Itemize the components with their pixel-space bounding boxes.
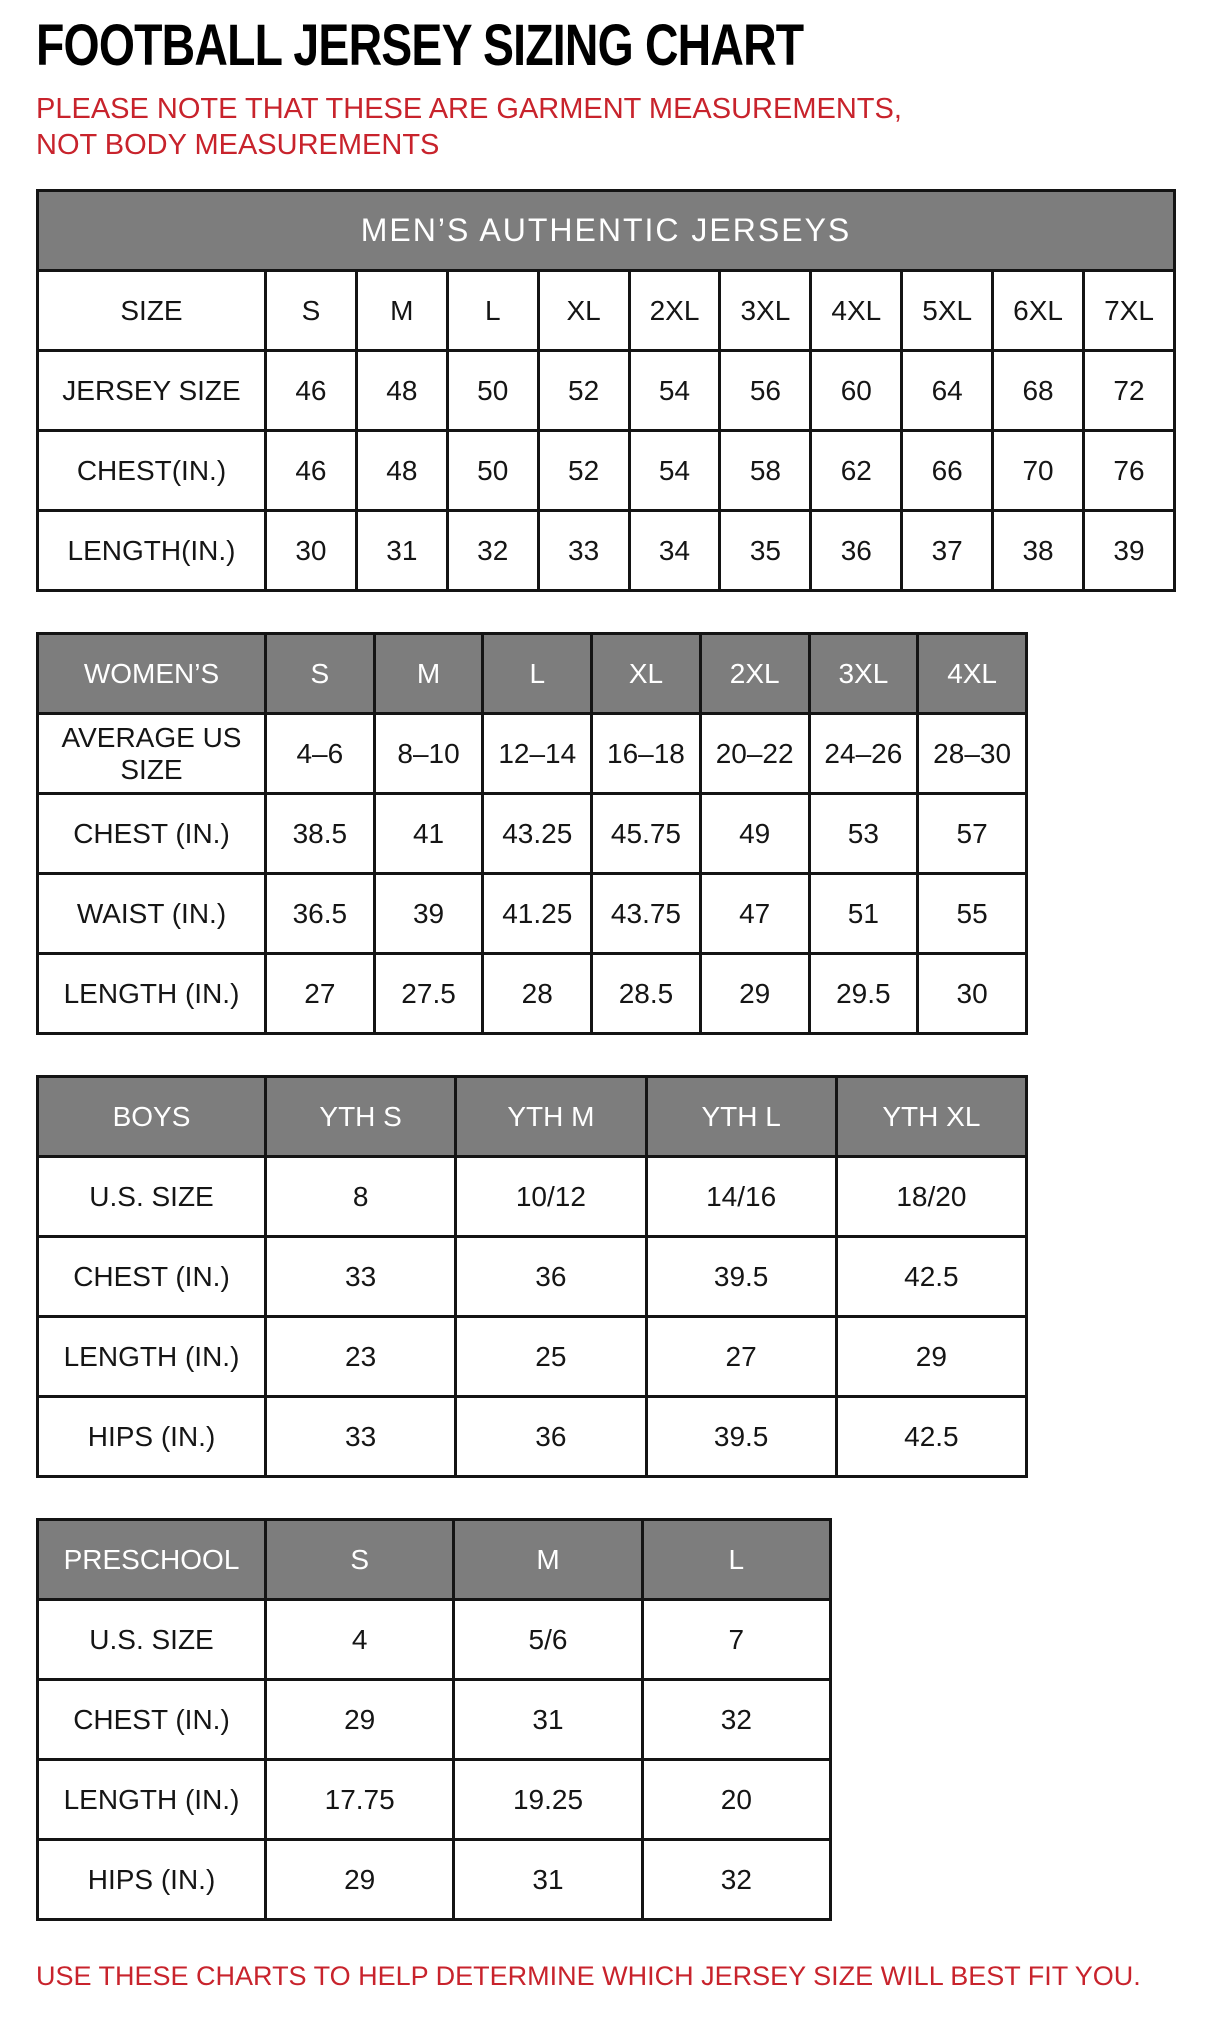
value-cell: 41: [374, 794, 483, 874]
size-column-header: 5XL: [902, 271, 993, 351]
value-cell: 16–18: [592, 714, 701, 794]
value-cell: 34: [629, 511, 720, 591]
value-cell: 76: [1084, 431, 1175, 511]
size-column-header: L: [642, 1520, 830, 1600]
size-column-header: 4XL: [811, 271, 902, 351]
value-cell: 50: [447, 431, 538, 511]
value-cell: 48: [356, 351, 447, 431]
value-cell: 55: [918, 874, 1027, 954]
value-cell: 31: [356, 511, 447, 591]
value-cell: 48: [356, 431, 447, 511]
value-cell: 33: [266, 1237, 456, 1317]
value-cell: 36: [456, 1397, 646, 1477]
value-cell: 14/16: [646, 1157, 836, 1237]
table-row: [38, 1397, 1027, 1477]
table-row: [38, 714, 1027, 794]
preschool-sizing-table: [36, 1518, 832, 1921]
value-cell: 53: [809, 794, 918, 874]
size-column-header: 7XL: [1084, 271, 1175, 351]
size-column-header: XL: [538, 271, 629, 351]
value-cell: 33: [266, 1397, 456, 1477]
value-cell: 39.5: [646, 1397, 836, 1477]
value-cell: 29: [266, 1680, 454, 1760]
row-label: CHEST (IN.): [38, 1237, 266, 1317]
table-row: [38, 431, 1175, 511]
value-cell: 52: [538, 431, 629, 511]
size-column-header: S: [266, 1520, 454, 1600]
value-cell: 10/12: [456, 1157, 646, 1237]
value-cell: 18/20: [836, 1157, 1026, 1237]
size-column-header: L: [483, 634, 592, 714]
size-header-row: [38, 1520, 831, 1600]
size-column-header: YTH S: [266, 1077, 456, 1157]
row-label: WAIST (IN.): [38, 874, 266, 954]
size-column-header: YTH L: [646, 1077, 836, 1157]
value-cell: 68: [993, 351, 1084, 431]
value-cell: 33: [538, 511, 629, 591]
value-cell: 29: [836, 1317, 1026, 1397]
value-cell: 42.5: [836, 1397, 1026, 1477]
value-cell: 24–26: [809, 714, 918, 794]
row-label: CHEST (IN.): [38, 794, 266, 874]
size-column-header: S: [266, 271, 357, 351]
size-column-header: 2XL: [629, 271, 720, 351]
table-row: [38, 794, 1027, 874]
header-label: PRESCHOOL: [38, 1520, 266, 1600]
row-label: HIPS (IN.): [38, 1840, 266, 1920]
value-cell: 19.25: [454, 1760, 642, 1840]
value-cell: 32: [642, 1840, 830, 1920]
value-cell: 51: [809, 874, 918, 954]
page-title: [36, 13, 1190, 78]
value-cell: 72: [1084, 351, 1175, 431]
value-cell: 31: [454, 1680, 642, 1760]
value-cell: 49: [700, 794, 809, 874]
value-cell: 58: [720, 431, 811, 511]
value-cell: 39: [374, 874, 483, 954]
table-row: [38, 1760, 831, 1840]
value-cell: 47: [700, 874, 809, 954]
value-cell: 62: [811, 431, 902, 511]
value-cell: 43.25: [483, 794, 592, 874]
row-label: U.S. SIZE: [38, 1157, 266, 1237]
table-row: [38, 954, 1027, 1034]
womens-sizing-table: [36, 632, 1028, 1035]
row-label: CHEST(IN.): [38, 431, 266, 511]
value-cell: 36.5: [266, 874, 375, 954]
mens-authentic-jerseys-table: [36, 189, 1176, 592]
value-cell: 32: [447, 511, 538, 591]
value-cell: 46: [266, 431, 357, 511]
garment-measurement-note: PLEASE NOTE THAT THESE ARE GARMENT MEASUREMENTS, NOT BODY MEASUREMENTS: [36, 92, 902, 162]
value-cell: 7: [642, 1600, 830, 1680]
value-cell: 64: [902, 351, 993, 431]
value-cell: 8–10: [374, 714, 483, 794]
value-cell: 52: [538, 351, 629, 431]
value-cell: 38: [993, 511, 1084, 591]
value-cell: 66: [902, 431, 993, 511]
value-cell: 5/6: [454, 1600, 642, 1680]
size-column-header: 6XL: [993, 271, 1084, 351]
table-row: [38, 511, 1175, 591]
size-column-header: YTH XL: [836, 1077, 1026, 1157]
size-column-header: 3XL: [720, 271, 811, 351]
row-label: JERSEY SIZE: [38, 351, 266, 431]
row-label: U.S. SIZE: [38, 1600, 266, 1680]
value-cell: 4–6: [266, 714, 375, 794]
value-cell: 12–14: [483, 714, 592, 794]
value-cell: 23: [266, 1317, 456, 1397]
value-cell: 35: [720, 511, 811, 591]
table-title: MEN’S AUTHENTIC JERSEYS: [38, 191, 1175, 271]
value-cell: 37: [902, 511, 993, 591]
size-header-row: [38, 634, 1027, 714]
value-cell: 60: [811, 351, 902, 431]
value-cell: 29: [700, 954, 809, 1034]
value-cell: 27: [266, 954, 375, 1034]
size-column-header: 2XL: [700, 634, 809, 714]
value-cell: 56: [720, 351, 811, 431]
value-cell: 57: [918, 794, 1027, 874]
value-cell: 38.5: [266, 794, 375, 874]
size-column-header: M: [454, 1520, 642, 1600]
value-cell: 4: [266, 1600, 454, 1680]
value-cell: 27.5: [374, 954, 483, 1034]
size-column-header: 4XL: [918, 634, 1027, 714]
value-cell: 54: [629, 431, 720, 511]
value-cell: 28–30: [918, 714, 1027, 794]
size-column-header: M: [374, 634, 483, 714]
value-cell: 50: [447, 351, 538, 431]
value-cell: 28.5: [592, 954, 701, 1034]
row-label: CHEST (IN.): [38, 1680, 266, 1760]
value-cell: 41.25: [483, 874, 592, 954]
row-label: LENGTH (IN.): [38, 1760, 266, 1840]
value-cell: 20–22: [700, 714, 809, 794]
size-column-header: YTH M: [456, 1077, 646, 1157]
value-cell: 39.5: [646, 1237, 836, 1317]
value-cell: 36: [456, 1237, 646, 1317]
value-cell: 45.75: [592, 794, 701, 874]
value-cell: 36: [811, 511, 902, 591]
value-cell: 30: [266, 511, 357, 591]
boys-sizing-table: [36, 1075, 1028, 1478]
value-cell: 30: [918, 954, 1027, 1034]
value-cell: 31: [454, 1840, 642, 1920]
header-label: SIZE: [38, 271, 266, 351]
size-column-header: M: [356, 271, 447, 351]
value-cell: 29.5: [809, 954, 918, 1034]
row-label: LENGTH (IN.): [38, 954, 266, 1034]
value-cell: 17.75: [266, 1760, 454, 1840]
header-label: WOMEN’S: [38, 634, 266, 714]
header-label: BOYS: [38, 1077, 266, 1157]
size-header-row: [38, 1077, 1027, 1157]
value-cell: 32: [642, 1680, 830, 1760]
page-title-text: FOOTBALL JERSEY SIZING CHART: [36, 13, 804, 78]
table-row: [38, 1157, 1027, 1237]
table-row: [38, 1237, 1027, 1317]
table-row: [38, 1317, 1027, 1397]
value-cell: 42.5: [836, 1237, 1026, 1317]
table-title-row: [38, 191, 1175, 271]
value-cell: 43.75: [592, 874, 701, 954]
size-column-header: L: [447, 271, 538, 351]
table-row: [38, 351, 1175, 431]
footer-note: USE THESE CHARTS TO HELP DETERMINE WHICH JERSEY SIZE WILL BEST FIT YOU.: [36, 1961, 1141, 1992]
row-label: LENGTH(IN.): [38, 511, 266, 591]
size-header-row: [38, 271, 1175, 351]
row-label: HIPS (IN.): [38, 1397, 266, 1477]
table-row: [38, 874, 1027, 954]
table-row: [38, 1680, 831, 1760]
value-cell: 8: [266, 1157, 456, 1237]
value-cell: 20: [642, 1760, 830, 1840]
row-label: AVERAGE US SIZE: [38, 714, 266, 794]
value-cell: 39: [1084, 511, 1175, 591]
value-cell: 25: [456, 1317, 646, 1397]
table-row: [38, 1600, 831, 1680]
size-column-header: 3XL: [809, 634, 918, 714]
table-row: [38, 1840, 831, 1920]
size-column-header: XL: [592, 634, 701, 714]
value-cell: 70: [993, 431, 1084, 511]
value-cell: 54: [629, 351, 720, 431]
value-cell: 28: [483, 954, 592, 1034]
value-cell: 29: [266, 1840, 454, 1920]
value-cell: 46: [266, 351, 357, 431]
value-cell: 27: [646, 1317, 836, 1397]
size-column-header: S: [266, 634, 375, 714]
row-label: LENGTH (IN.): [38, 1317, 266, 1397]
